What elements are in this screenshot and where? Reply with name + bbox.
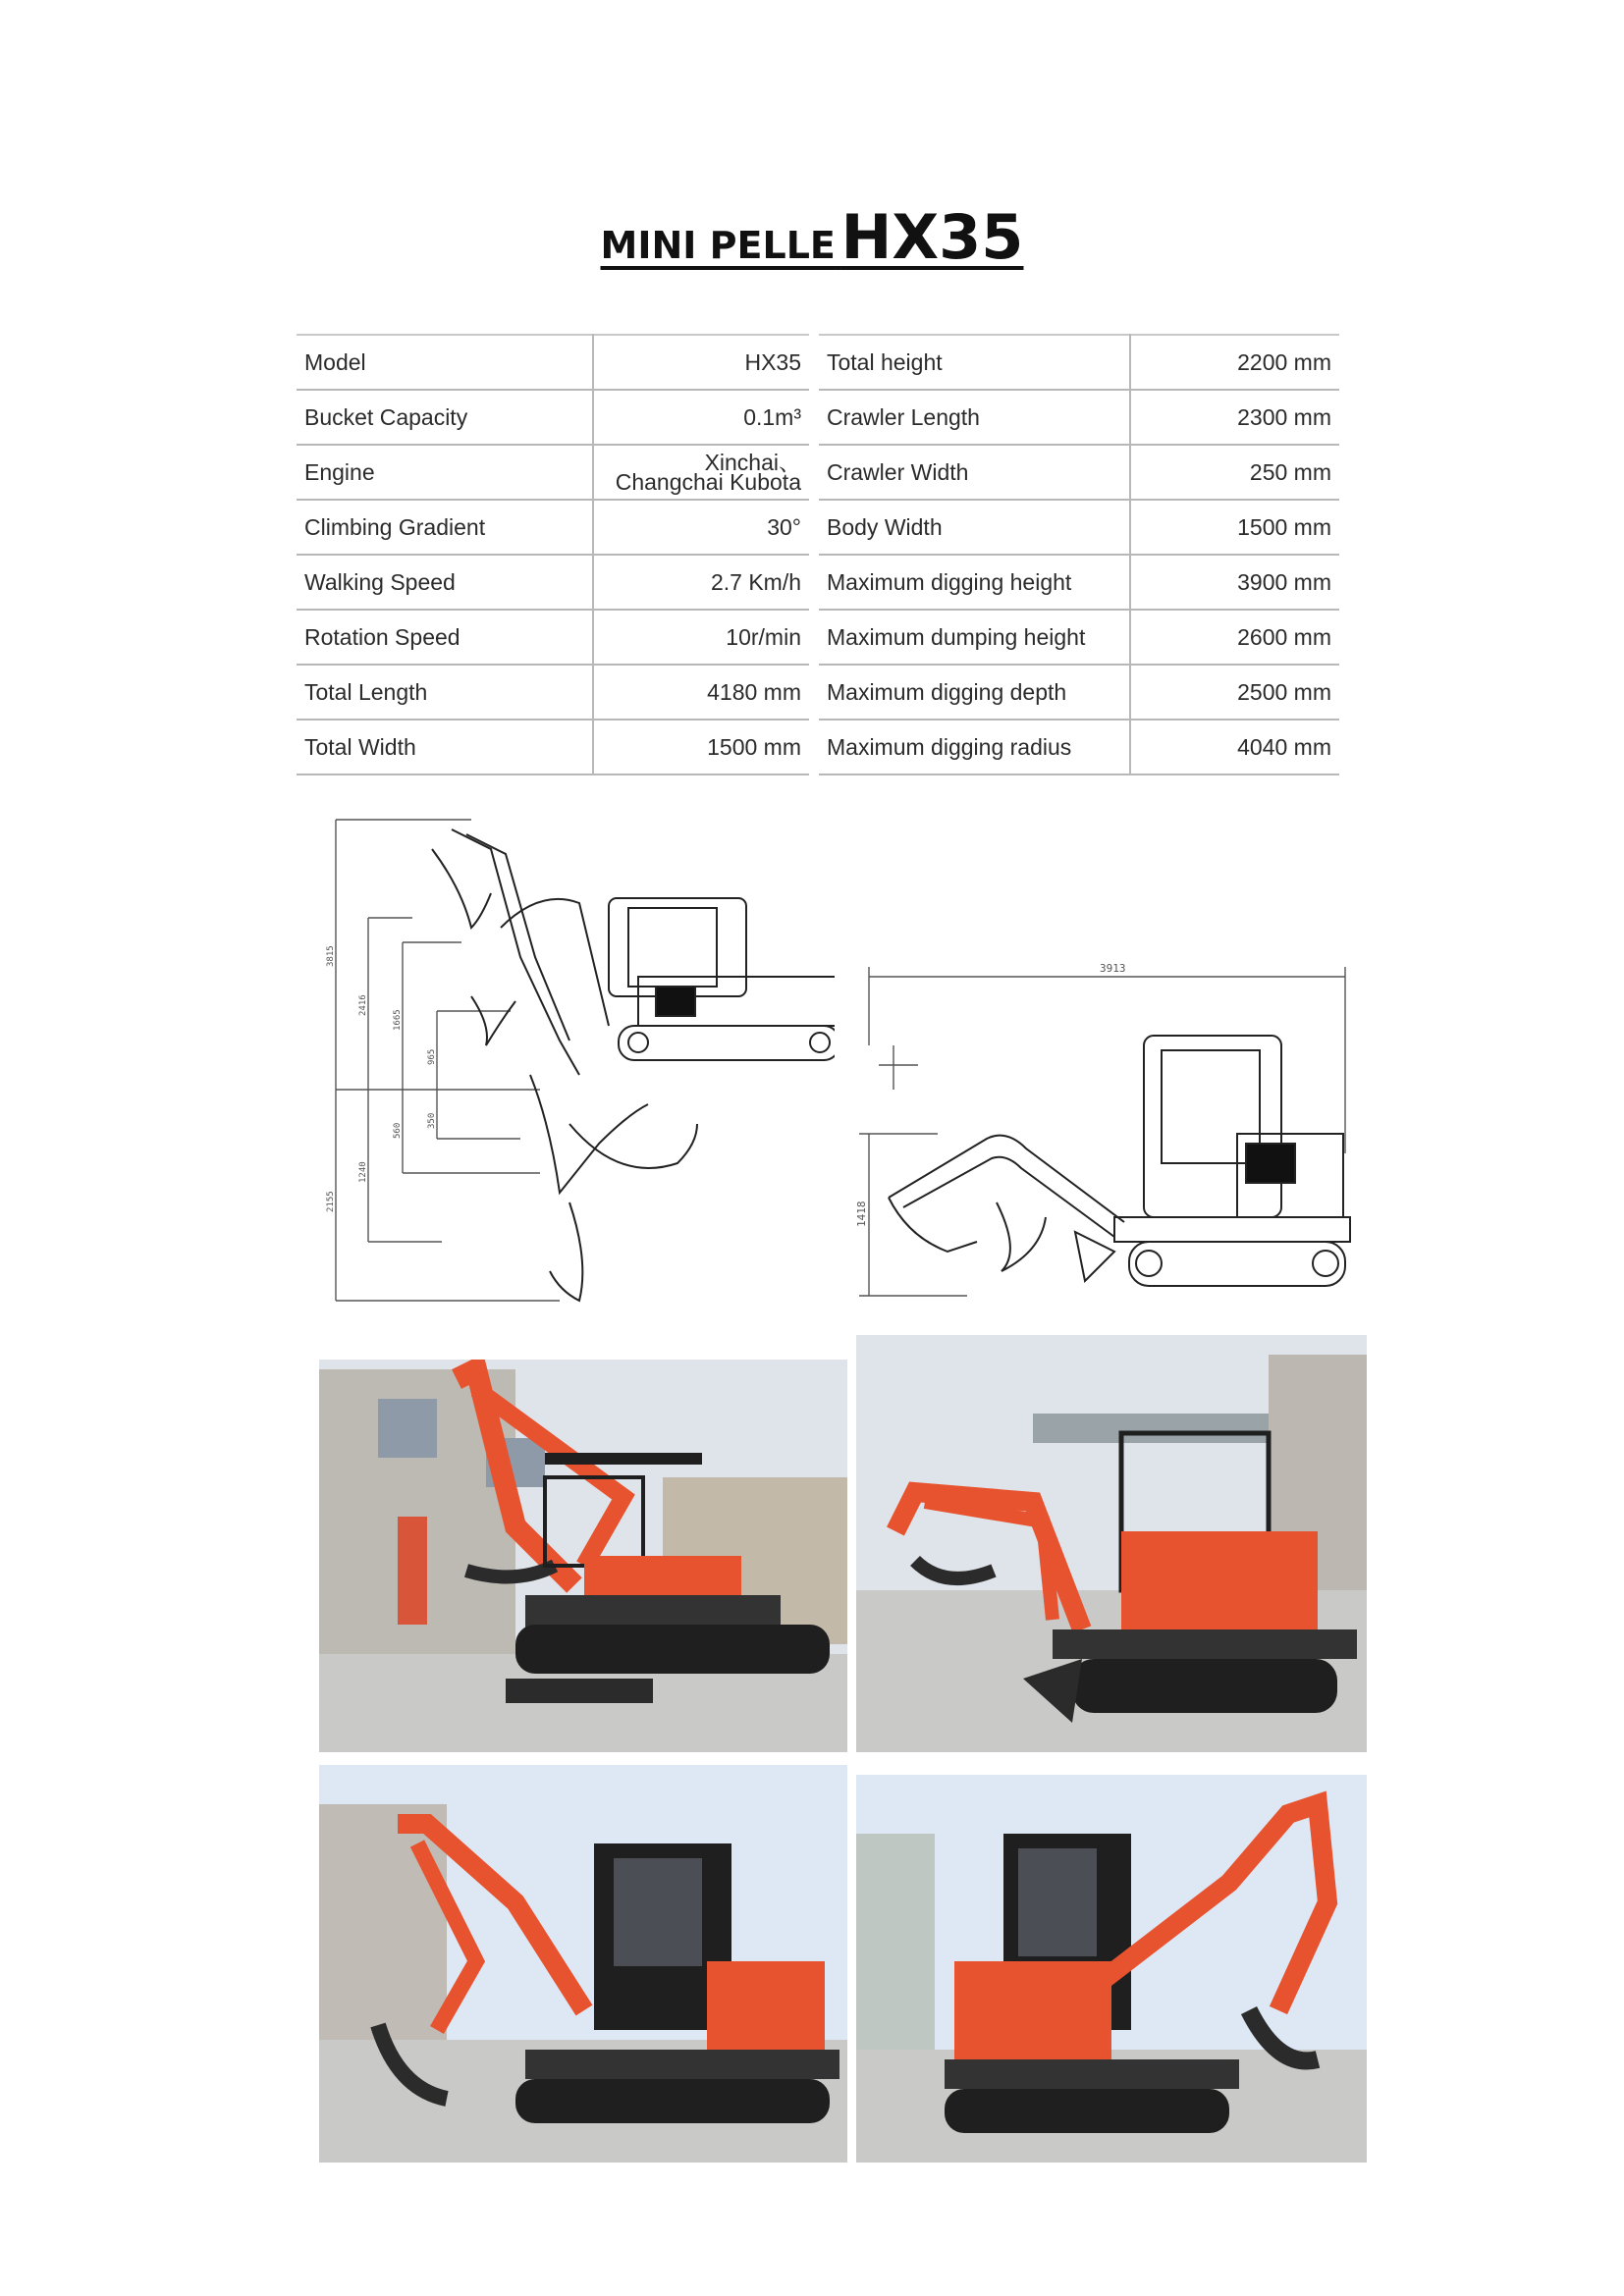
dim-label: 1665	[393, 1009, 403, 1031]
table-row	[819, 335, 1339, 390]
dim-label: 2155	[326, 1191, 336, 1212]
spec-label: Maximum digging height	[819, 555, 1130, 610]
spec-value: 1500 mm	[593, 720, 809, 774]
spec-label: Walking Speed	[297, 555, 593, 610]
spec-label: Total Width	[297, 720, 593, 774]
spec-value: 4040 mm	[1130, 720, 1339, 774]
dim-label: 2416	[358, 994, 368, 1016]
side-view-drawing	[849, 957, 1360, 1310]
spec-value: 3900 mm	[1130, 555, 1339, 610]
spec-label: Maximum digging radius	[819, 720, 1130, 774]
table-row	[297, 610, 809, 665]
spec-value: 30°	[593, 500, 809, 555]
table-row	[297, 445, 809, 500]
spec-value: 2300 mm	[1130, 390, 1339, 445]
spec-table-right	[819, 334, 1339, 775]
spec-label: Crawler Length	[819, 390, 1130, 445]
spec-label: Model	[297, 335, 593, 390]
spec-label: Crawler Width	[819, 445, 1130, 500]
spec-label: Rotation Speed	[297, 610, 593, 665]
spec-value: HX35	[593, 335, 809, 390]
table-row	[819, 610, 1339, 665]
spec-value: 2.7 Km/h	[593, 555, 809, 610]
product-photo-side	[856, 1335, 1367, 1752]
table-row	[819, 390, 1339, 445]
dim-label: 3815	[326, 945, 336, 967]
spec-label: Maximum digging depth	[819, 665, 1130, 720]
product-photo-cabin-left	[319, 1765, 847, 2163]
dim-label: 1240	[358, 1161, 368, 1183]
table-row	[297, 390, 809, 445]
product-photo-cabin-right	[856, 1775, 1367, 2163]
spec-label: Climbing Gradient	[297, 500, 593, 555]
table-row	[819, 555, 1339, 610]
spec-value: 1500 mm	[1130, 500, 1339, 555]
page-title	[0, 201, 1624, 273]
table-row	[819, 665, 1339, 720]
dim-label: 350	[427, 1112, 437, 1129]
table-row	[819, 500, 1339, 555]
table-row	[297, 720, 809, 774]
spec-value: 2500 mm	[1130, 665, 1339, 720]
spec-label: Body Width	[819, 500, 1130, 555]
table-row	[297, 335, 809, 390]
table-row	[297, 665, 809, 720]
spec-label: Maximum dumping height	[819, 610, 1130, 665]
dim-label: 560	[393, 1122, 403, 1139]
table-row	[297, 555, 809, 610]
spec-label: Engine	[297, 445, 593, 500]
title-model: HX35	[840, 201, 1024, 273]
table-row	[819, 720, 1339, 774]
spec-value: 2200 mm	[1130, 335, 1339, 390]
title-prefix: MINI PELLE	[600, 224, 836, 267]
spec-label: Total height	[819, 335, 1130, 390]
spec-value: 2600 mm	[1130, 610, 1339, 665]
dim-height-label: 1418	[855, 1201, 868, 1227]
spec-label: Total Length	[297, 665, 593, 720]
spec-value: 4180 mm	[593, 665, 809, 720]
working-range-drawing	[324, 810, 835, 1310]
dim-length-label: 3913	[1100, 962, 1126, 975]
spec-table-left	[297, 334, 809, 775]
dim-label: 965	[427, 1048, 437, 1065]
spec-value: 10r/min	[593, 610, 809, 665]
table-row	[819, 445, 1339, 500]
spec-label: Bucket Capacity	[297, 390, 593, 445]
spec-value: Xinchai、Changchai Kubota	[593, 445, 809, 500]
spec-value: 0.1m³	[593, 390, 809, 445]
spec-value: 250 mm	[1130, 445, 1339, 500]
table-row	[297, 500, 809, 555]
product-photo-front-left	[319, 1360, 847, 1752]
